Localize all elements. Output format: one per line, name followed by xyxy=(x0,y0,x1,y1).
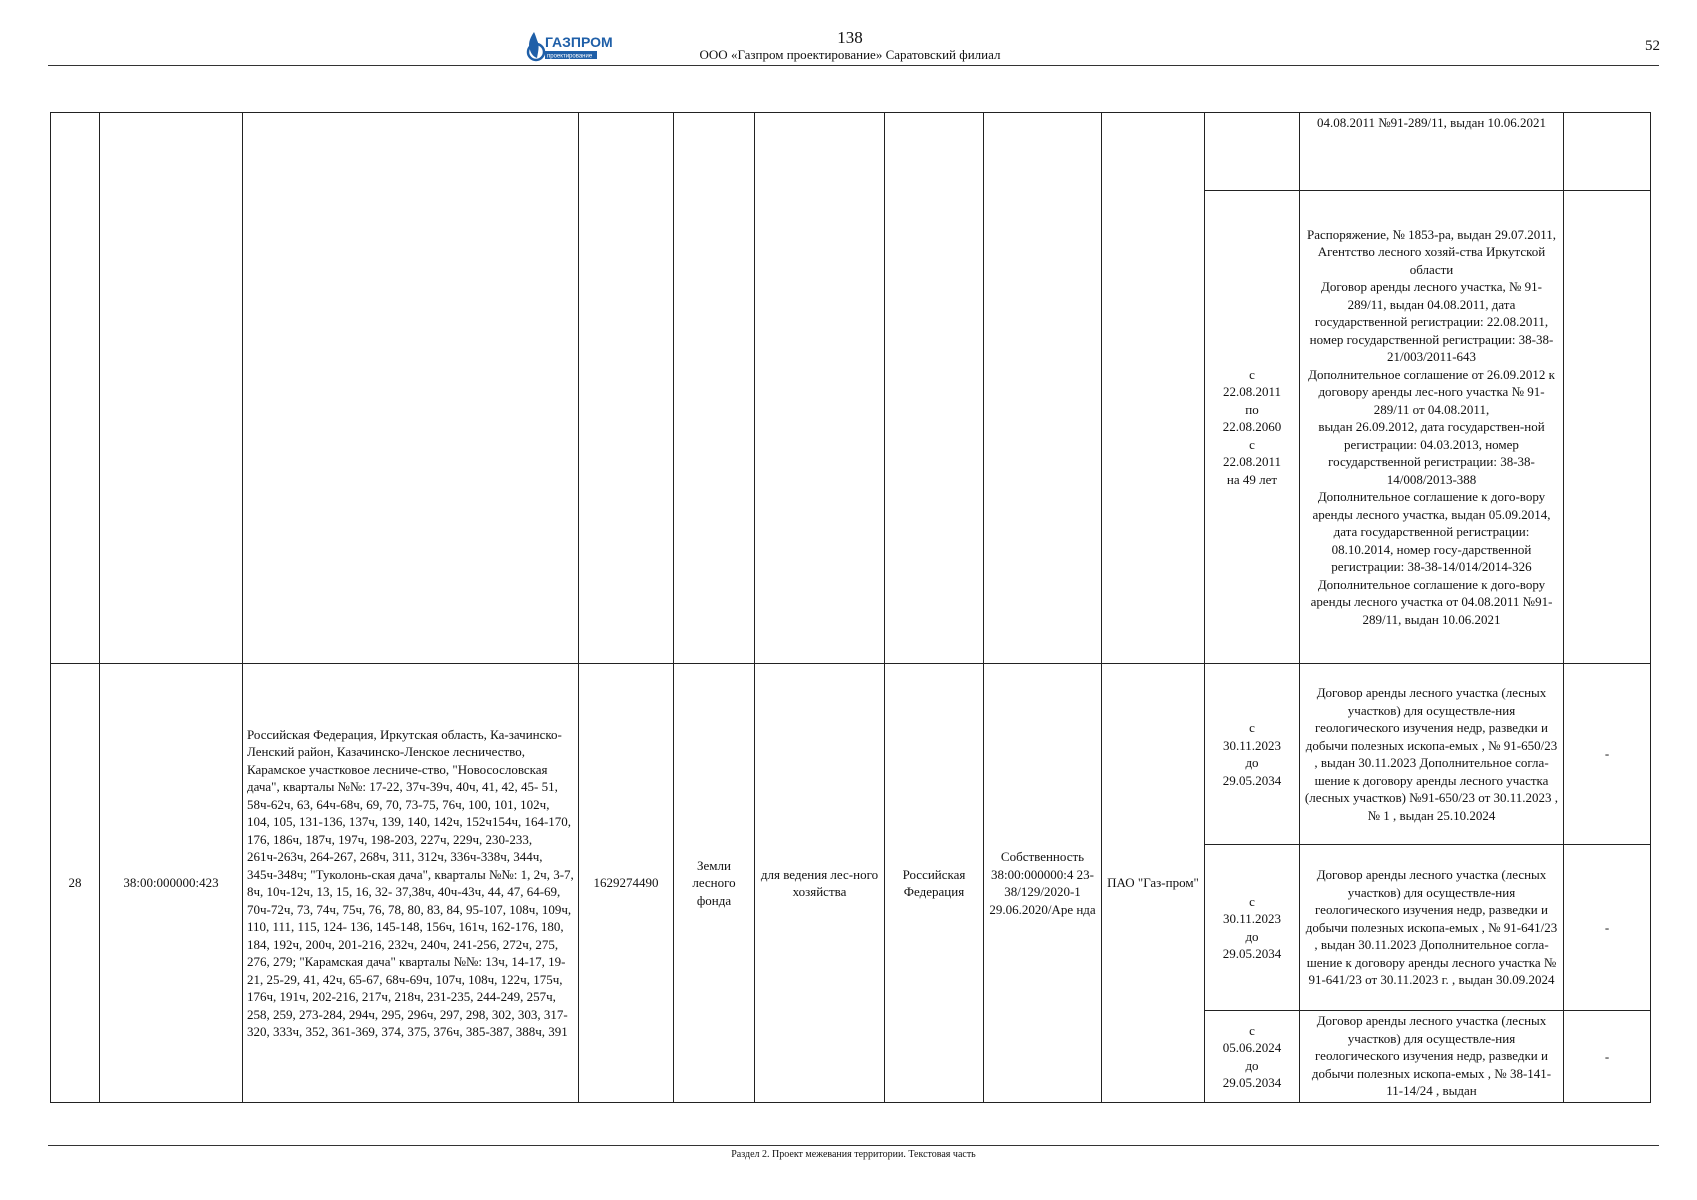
gazprom-logo xyxy=(525,30,613,64)
area-cell xyxy=(579,113,674,664)
docs-cell: Договор аренды лесного участка (лесных участков) для осуществле-ния геологического изучения недр, разведки и добычи полезных ископа-емых , № 91-650/23 , выдан 30.11.2023 Дополнительное согла-шение к договору аренды лесного участка (лесных участков) №91-650/23 от 30.11.2023 , № 1 , выдан 25.10.2024 xyxy=(1300,664,1564,845)
note-cell: - xyxy=(1564,845,1651,1011)
period-cell: с 30.11.2023 до 29.05.2034 xyxy=(1205,664,1300,845)
owner-cell: Российская Федерация xyxy=(885,664,984,1103)
cadastral-cell: 38:00:000000:423 xyxy=(100,664,243,1103)
use-cell: для ведения лес-ного хозяйства xyxy=(755,664,885,1103)
category-cell xyxy=(674,113,755,664)
period-cell: с 22.08.2011 по 22.08.2060 с 22.08.2011 на 49 лет xyxy=(1205,191,1300,664)
land-plots-table xyxy=(50,112,1651,1103)
docs-cell: 04.08.2011 №91-289/11, выдан 10.06.2021 xyxy=(1300,113,1564,191)
sheet-number: 52 xyxy=(1645,38,1660,54)
note-cell: - xyxy=(1564,664,1651,845)
holder-cell xyxy=(1102,113,1205,664)
category-cell: Земли лесного фонда xyxy=(674,664,755,1103)
note-cell xyxy=(1564,113,1651,191)
docs-cell: Договор аренды лесного участка (лесных участков) для осуществле-ния геологического изучения недр, разведки и добычи полезных ископа-емых , № 91-641/23 , выдан 30.11.2023 Дополнительное согла-шение к договору аренды лесного участка № 91-641/23 от 30.11.2023 г. , выдан 30.09.2024 xyxy=(1300,845,1564,1011)
num-cell xyxy=(51,113,100,664)
cadastral-cell xyxy=(100,113,243,664)
owner-cell xyxy=(885,113,984,664)
table-row xyxy=(51,113,1651,191)
docs-cell: Распоряжение, № 1853-ра, выдан 29.07.2011, Агентство лесного хозяй-ства Иркутской области Договор аренды лесного участка, № 91-289/11, выдан 04.08.2011, дата государственной регистрации: 22.08.2011, номер государственной регистрации: 38-38-21/003/2011-643 Дополнительное соглашение от 26.09.2012 к договору аренды лес-ного участка № 91-289/11 от 04.08.2011, выдан 26.09.2012, дата государствен-ной регистрации: 04.03.2013, номер государственной регистрации: 38-38-14/008/2013-388 Дополнительное соглашение к дого-вору аренды лесного участка, выдан 05.09.2014, дата государственной регистрации: 08.10.2014, номер госу-дарственной регистрации: 38-38-14/014/2014-326 Дополнительное соглашение к дого-вору аренды лесного участка от 04.08.2011 №91-289/11, выдан 10.06.2021 xyxy=(1300,191,1564,664)
docs-cell: Договор аренды лесного участка (лесных участков) для осуществле-ния геологического изучения недр, разведки и добычи полезных ископа-емых , № 38-141-11-14/24 , выдан xyxy=(1300,1011,1564,1103)
note-cell: - xyxy=(1564,1011,1651,1103)
footer-divider xyxy=(48,1145,1659,1146)
right-cell: Собственность 38:00:000000:4 23-38/129/2020-1 29.06.2020/Аре нда xyxy=(984,664,1102,1103)
location-cell xyxy=(243,113,579,664)
period-cell xyxy=(1205,113,1300,191)
period-cell: с 30.11.2023 до 29.05.2034 xyxy=(1205,845,1300,1011)
organization-name: ООО «Газпром проектирование» Саратовский филиал xyxy=(699,47,1001,62)
right-cell xyxy=(984,113,1102,664)
logo-subtext: проектирование xyxy=(547,53,593,60)
logo-text: ГАЗПРОМ xyxy=(545,34,613,50)
num-cell: 28 xyxy=(51,664,100,1103)
page-number: 138 xyxy=(837,28,863,47)
note-cell xyxy=(1564,191,1651,664)
gazprom-flame-icon xyxy=(525,30,613,64)
period-cell: с 05.06.2024 до 29.05.2034 xyxy=(1205,1011,1300,1103)
header-divider xyxy=(48,65,1659,66)
location-cell: Российская Федерация, Иркутская область, Ка-зачинско-Ленский район, Казачинско-Ленское лесничество, Карамское участковое лесниче-ство, "Новосословская дача", кварталы №№: 17-22, 37ч-39ч, 40ч, 41, 42, 45- 51, 58ч-62ч, 63, 64ч-68ч, 69, 70, 73-75, 76ч, 100, 101, 102ч, 104, 105, 131-136, 137ч, 139, 140, 142ч, 152ч154ч, 164-170, 176, 186ч, 187ч, 197ч, 198-203, 227ч, 229ч, 230-233, 261ч-263ч, 264-267, 268ч, 311, 312ч, 336ч-338ч, 344ч, 345ч-348ч; "Туколонь-ская дача", кварталы №№: 1, 2ч, 3-7, 8ч, 10ч-12ч, 13, 15, 16, 32- 37,38ч, 40ч-43ч, 44, 47, 64-69, 70ч-72ч, 73, 74ч, 75ч, 76, 78, 80, 83, 84, 95-107, 108ч, 109ч, 110, 111, 115, 124- 136, 145-148, 156ч, 161ч, 162-176, 180, 184, 192ч, 200ч, 201-216, 232ч, 240ч, 241-256, 272ч, 275, 276, 279; "Карамская дача" кварталы №№: 13ч, 14-17, 19-21, 25-29, 41, 42ч, 65-67, 68ч-69ч, 107ч, 108ч, 122ч, 175ч, 176ч, 191ч, 202-216, 217ч, 218ч, 231-235, 244-249, 257ч, 258, 259, 273-284, 294ч, 295, 296ч, 297, 298, 302, 303, 317-320, 333ч, 352, 361-369, 374, 375, 376ч, 385-387, 388ч, 391 xyxy=(243,664,579,1103)
table-row xyxy=(51,664,1651,845)
area-cell: 1629274490 xyxy=(579,664,674,1103)
use-cell xyxy=(755,113,885,664)
holder-cell: ПАО "Газ-пром" xyxy=(1102,664,1205,1103)
footer-section-title: Раздел 2. Проект межевания территории. Текстовая часть xyxy=(731,1149,976,1160)
